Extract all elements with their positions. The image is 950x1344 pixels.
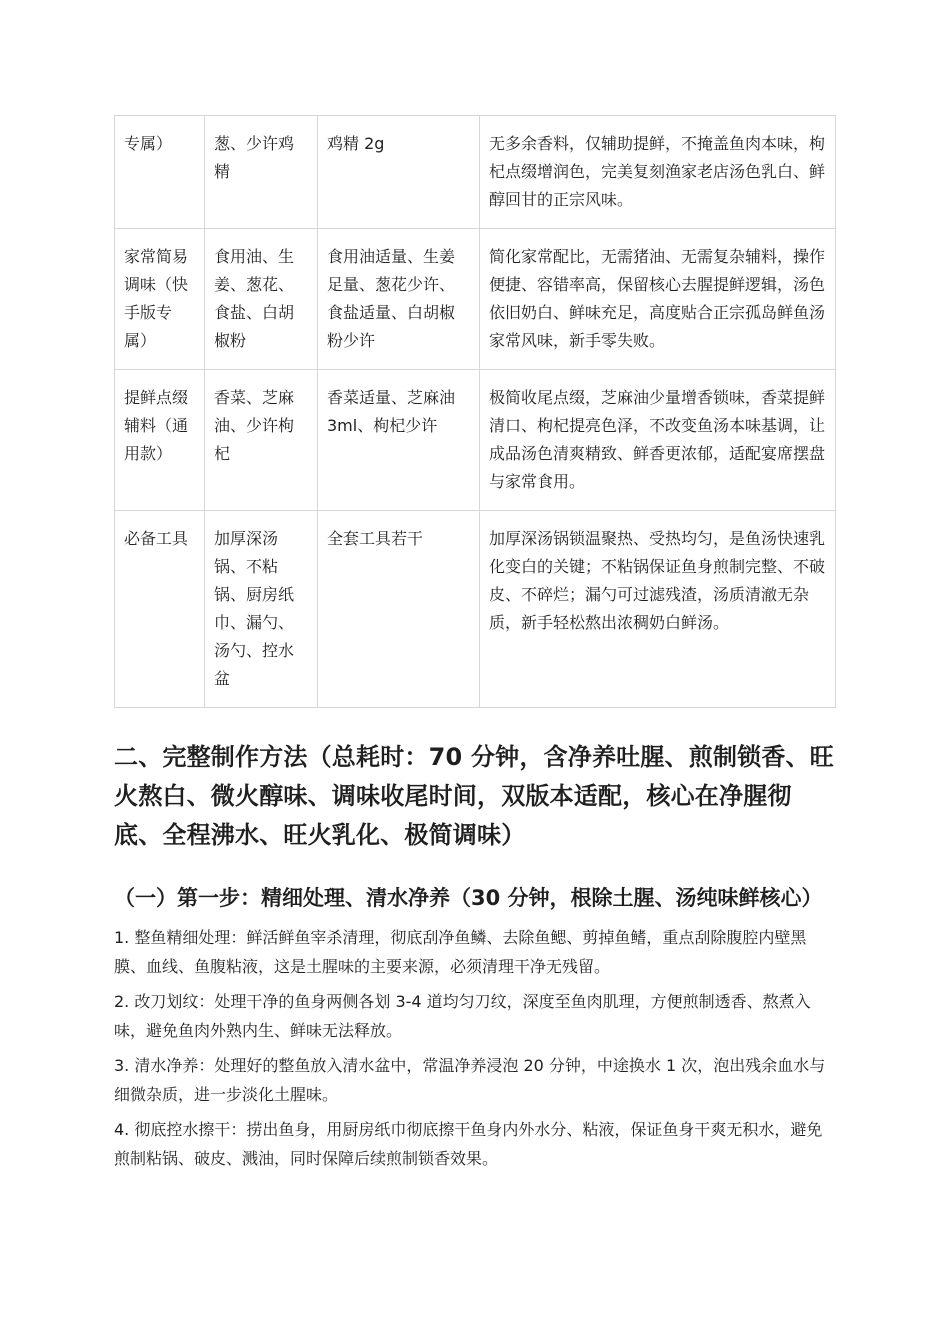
table-cell-items: 加厚深汤锅、不粘锅、厨房纸巾、漏勺、汤勺、控水盆 [205, 511, 318, 708]
table-row [115, 511, 836, 708]
table-cell-items: 香菜、芝麻油、少许枸杞 [205, 370, 318, 511]
table-cell-items: 葱、少许鸡精 [205, 116, 318, 229]
table-cell-category: 必备工具 [115, 511, 205, 708]
table-cell-items: 食用油、生姜、葱花、食盐、白胡椒粉 [205, 229, 318, 370]
step-paragraph: 4. 彻底控水擦干：捞出鱼身，用厨房纸巾彻底擦干鱼身内外水分、粘液，保证鱼身干爽无积水，避免煎制粘锅、破皮、溅油，同时保障后续煎制锁香效果。 [114, 1120, 823, 1168]
document-page [114, 115, 835, 1179]
step-paragraph: 2. 改刀划纹：处理干净的鱼身两侧各划 3-4 道均匀刀纹，深度至鱼肉肌理，方便煎制透香、熬煮入味，避免鱼肉外熟内生、鲜味无法释放。 [114, 992, 811, 1040]
ingredients-table [114, 115, 836, 708]
table-row [115, 370, 836, 511]
table-row [115, 116, 836, 229]
table-cell-note: 极简收尾点缀，芝麻油少量增香锁味，香菜提鲜清口、枸杞提亮色泽，不改变鱼汤本味基调，让成品汤色清爽精致、鲜香更浓郁，适配宴席摆盘与家常食用。 [480, 370, 836, 511]
step-paragraph: 1. 整鱼精细处理：鲜活鲜鱼宰杀清理，彻底刮净鱼鳞、去除鱼鳃、剪掉鱼鳍，重点刮除腹腔内壁黑膜、血线、鱼腹粘液，这是土腥味的主要来源，必须清理干净无残留。 [114, 928, 807, 976]
table-cell-amount: 香菜适量、芝麻油 3ml、枸杞少许 [318, 370, 480, 511]
table-cell-category: 提鲜点缀辅料（通用款） [115, 370, 205, 511]
table-cell-note: 简化家常配比，无需猪油、无需复杂辅料，操作便捷、容错率高，保留核心去腥提鲜逻辑，汤色依旧奶白、鲜味充足，高度贴合正宗孤岛鲜鱼汤家常风味，新手零失败。 [480, 229, 836, 370]
table-cell-note: 加厚深汤锅锁温聚热、受热均匀，是鱼汤快速乳化变白的关键；不粘锅保证鱼身煎制完整、不破皮、不碎烂；漏勺可过滤残渣，汤质清澈无杂质，新手轻松熬出浓稠奶白鲜汤。 [480, 511, 836, 708]
table-cell-amount: 鸡精 2g [318, 116, 480, 229]
table-cell-amount: 食用油适量、生姜足量、葱花少许、食盐适量、白胡椒粉少许 [318, 229, 480, 370]
subsection-heading: （一）第一步：精细处理、清水净养（30 分钟，根除土腥、汤纯味鲜核心） [114, 886, 823, 910]
table-row [115, 229, 836, 370]
section-heading: 二、完整制作方法（总耗时：70 分钟，含净养吐腥、煎制锁香、旺火熬白、微火醇味、调味收尾时间，双版本适配，核心在净腥彻底、全程沸水、旺火乳化、极简调味） [114, 743, 834, 849]
table-cell-note: 无多余香料，仅辅助提鲜，不掩盖鱼肉本味，枸杞点缀增润色，完美复刻渔家老店汤色乳白、鲜醇回甘的正宗风味。 [480, 116, 836, 229]
table-cell-category: 家常简易调味（快手版专属） [115, 229, 205, 370]
table-cell-category: 专属） [115, 116, 205, 229]
table-cell-amount: 全套工具若干 [318, 511, 480, 708]
step-paragraph: 3. 清水净养：处理好的整鱼放入清水盆中，常温净养浸泡 20 分钟，中途换水 1 次，泡出残余血水与细微杂质，进一步淡化土腥味。 [114, 1056, 826, 1104]
